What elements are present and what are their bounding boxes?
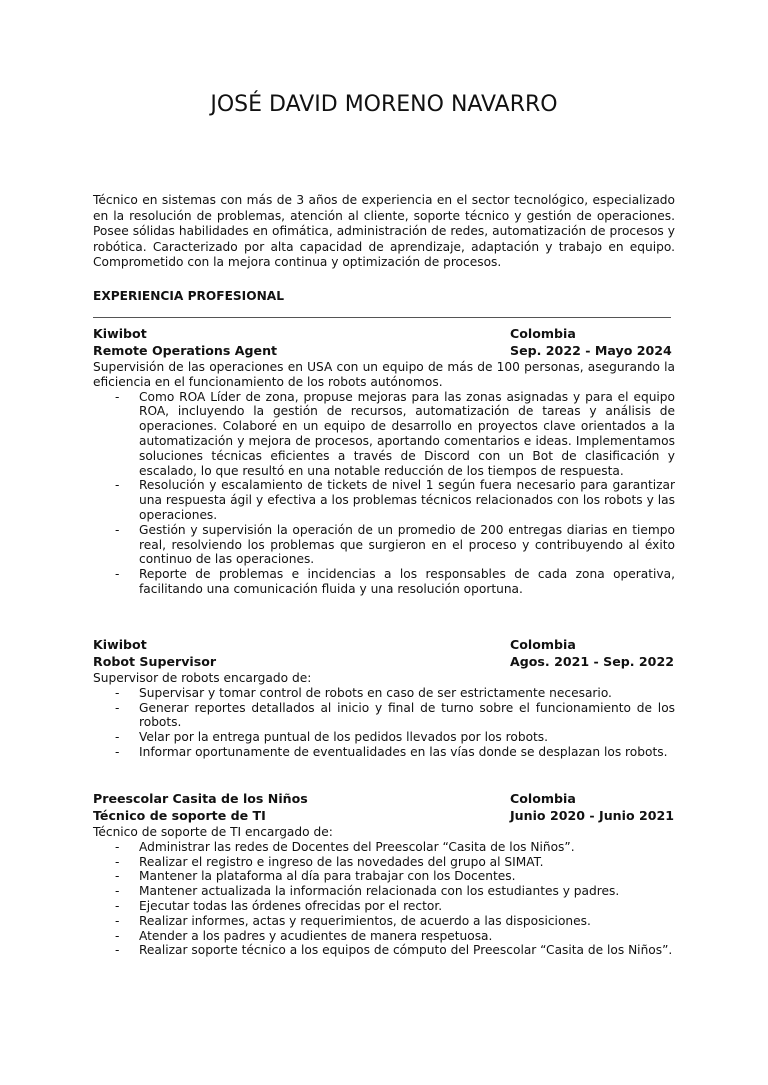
- list-item: [93, 943, 675, 958]
- list-item-text: Mantener actualizada la información relacionada con los estudiantes y padres.: [139, 884, 620, 899]
- job-role: Remote Operations Agent: [93, 343, 278, 358]
- list-item: [93, 567, 675, 597]
- list-item: [93, 914, 675, 929]
- job-dates: Sep. 2022 - Mayo 2024: [510, 343, 672, 358]
- job-role: Robot Supervisor: [93, 654, 217, 669]
- job-entry-kiwibot-supervisor: [93, 637, 675, 760]
- list-item-text: Realizar soporte técnico a los equipos de cómputo del Preescolar “Casita de los Niños”.: [139, 943, 673, 958]
- list-item-text: Gestión y supervisión la operación de un promedio de 200 entregas diarias en tiempo real, resolviendo los problemas que surgieron en el proceso y contribuyendo al éxito continuo de las operaciones.: [139, 522, 675, 567]
- list-item: [93, 523, 675, 567]
- bullet-dash: -: [115, 522, 120, 537]
- job-description: Supervisión de las operaciones en USA con un equipo de más de 100 personas, asegurando la eficiencia en el funcionamiento de los robots autónomos.: [93, 360, 675, 389]
- list-item-text: Realizar informes, actas y requerimientos, de acuerdo a las disposiciones.: [139, 913, 591, 928]
- job-responsibilities: [93, 840, 675, 958]
- list-item: [93, 884, 675, 899]
- list-item: [93, 701, 675, 731]
- bullet-dash: -: [115, 478, 120, 493]
- bullet-dash: -: [115, 928, 120, 943]
- list-item-text: Velar por la entrega puntual de los pedidos llevados por los robots.: [139, 730, 549, 745]
- bullet-dash: -: [115, 913, 120, 928]
- list-item-text: Supervisar y tomar control de robots en caso de ser estrictamente necesario.: [139, 685, 612, 700]
- list-item: [93, 478, 675, 522]
- list-item-text: Administrar las redes de Docentes del Preescolar “Casita de los Niños”.: [139, 839, 575, 854]
- job-entry-preescolar: [93, 791, 675, 958]
- bullet-dash: -: [115, 884, 120, 899]
- bullet-dash: -: [115, 389, 120, 404]
- job-location: Colombia: [510, 326, 576, 341]
- job-description: Técnico de soporte de TI encargado de:: [93, 825, 333, 839]
- profile-summary: Técnico en sistemas con más de 3 años de experiencia en el sector tecnológico, especializado en la resolución de problemas, atención al cliente, soporte técnico y gestión de operaciones. Posee sólidas habilidades en ofimática, administración de redes, automatización de procesos y robótica. Caracterizado por alta capacidad de aprendizaje, adaptación y trabajo en equipo. Comprometido con la mejora continua y optimización de procesos.: [93, 193, 675, 270]
- bullet-dash: -: [115, 685, 120, 700]
- job-location: Colombia: [510, 637, 576, 652]
- bullet-dash: -: [115, 943, 120, 958]
- job-responsibilities: [93, 390, 675, 597]
- bullet-dash: -: [115, 898, 120, 913]
- section-divider: [93, 317, 671, 318]
- list-item: [93, 840, 675, 855]
- list-item: [93, 686, 675, 701]
- list-item-text: Informar oportunamente de eventualidades en las vías donde se desplazan los robots.: [139, 744, 668, 759]
- job-dates: Agos. 2021 - Sep. 2022: [510, 654, 674, 669]
- bullet-dash: -: [115, 567, 120, 582]
- list-item: [93, 899, 675, 914]
- list-item: [93, 869, 675, 884]
- bullet-dash: -: [115, 869, 120, 884]
- job-role: Técnico de soporte de TI: [93, 808, 266, 823]
- list-item: [93, 855, 675, 870]
- list-item-text: Atender a los padres y acudientes de manera respetuosa.: [139, 928, 493, 943]
- list-item-text: Realizar el registro e ingreso de las novedades del grupo al SIMAT.: [139, 854, 544, 869]
- bullet-dash: -: [115, 854, 120, 869]
- bullet-dash: -: [115, 730, 120, 745]
- list-item-text: Generar reportes detallados al inicio y final de turno sobre el funcionamiento de los robots.: [139, 700, 675, 730]
- list-item: [93, 929, 675, 944]
- job-entry-kiwibot-roa: [93, 326, 675, 597]
- bullet-dash: -: [115, 700, 120, 715]
- resume-name: JOSÉ DAVID MORENO NAVARRO: [210, 92, 558, 117]
- job-location: Colombia: [510, 791, 576, 806]
- list-item-text: Mantener la plataforma al día para trabajar con los Docentes.: [139, 869, 516, 884]
- job-company: Kiwibot: [93, 637, 147, 652]
- list-item: [93, 745, 675, 760]
- list-item-text: Ejecutar todas las órdenes ofrecidas por el rector.: [139, 898, 443, 913]
- job-company: Kiwibot: [93, 326, 147, 341]
- list-item-text: Reporte de problemas e incidencias a los responsables de cada zona operativa, facilitando una comunicación fluida y una resolución oportuna.: [139, 567, 675, 596]
- list-item-text: Como ROA Líder de zona, propuse mejoras para las zonas asignadas y para el equipo ROA, incluyendo la gestión de recursos, automatización de tareas y análisis de operaciones. Colaboré en un equipo de desarrollo en proyectos clave orientados a la automatización y mejora de procesos, aportando comentarios e ideas. Implementamos soluciones técnicas eficientes a través de Discord con un Bot de clasificación y escalado, lo que resultó en una notable reducción de los tiempos de respuesta.: [139, 389, 675, 478]
- bullet-dash: -: [115, 839, 120, 854]
- bullet-dash: -: [115, 744, 120, 759]
- list-item-text: Resolución y escalamiento de tickets de nivel 1 según fuera necesario para garantizar una respuesta ágil y efectiva a los problemas técnicos relacionados con los robots y las operaciones.: [139, 478, 675, 522]
- job-responsibilities: [93, 686, 675, 760]
- section-title-experience: EXPERIENCIA PROFESIONAL: [93, 289, 284, 303]
- list-item: [93, 730, 675, 745]
- job-description: Supervisor de robots encargado de:: [93, 671, 312, 685]
- job-company: Preescolar Casita de los Niños: [93, 791, 308, 806]
- list-item: [93, 390, 675, 479]
- job-dates: Junio 2020 - Junio 2021: [510, 808, 675, 823]
